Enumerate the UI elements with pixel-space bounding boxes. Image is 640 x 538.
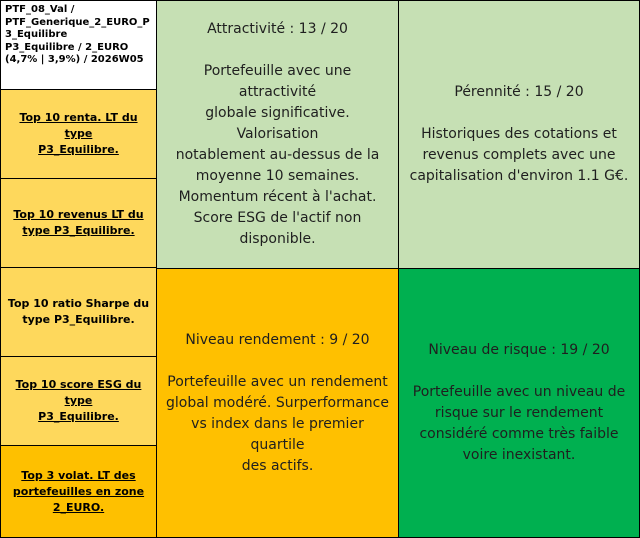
sidebar-item-top10-renta[interactable] [0, 89, 157, 179]
quadrant-title: Niveau rendement : 9 / 20 [185, 331, 370, 348]
quadrant-risque [398, 268, 640, 538]
sidebar-item-label: Top 10 revenus LT du type P3_Equilibre. [13, 208, 144, 237]
quadrant-description: Portefeuille avec une attractivité globale significative. Valorisation notablement au-dessus de la moyenne 10 semaines. Momentum récent à l'achat. Score ESG de l'actif non disponible. [175, 63, 380, 247]
quadrant-title: Attractivité : 13 / 20 [207, 21, 348, 37]
quadrant-perennite [398, 0, 640, 269]
portfolio-header: PTF_08_Val / PTF_Generique_2_EURO_P 3_Equilibre P3_Equilibre / 2_EURO (4,7% | 3,9%) / 2026W05 [0, 0, 157, 90]
quadrant-description: Portefeuille avec un niveau de risque sur le rendement considéré comme très faible voire inexistant. [412, 384, 626, 463]
sidebar-item-label: Top 3 volat. LT des portefeuilles en zone 2_EURO. [12, 468, 145, 514]
sidebar-item-label: Top 10 score ESG du type P3_Equilibre. [15, 378, 142, 423]
sidebar-item-top10-sharpe [0, 267, 157, 357]
sidebar-item-top10-revenus[interactable] [0, 178, 157, 268]
quadrant-description: Portefeuille avec un rendement global modéré. Surperformance vs index dans le premier quartile des actifs. [166, 373, 389, 474]
quadrant-title: Pérennité : 15 / 20 [454, 84, 584, 100]
sidebar-item-label: Top 10 renta. LT du type P3_Equilibre. [19, 111, 138, 156]
quadrant-title: Niveau de risque : 19 / 20 [428, 342, 610, 358]
quadrant-rendement [156, 268, 399, 538]
quadrant-description: Historiques des cotations et revenus complets avec une capitalisation d'environ 1.1 G€. [409, 126, 629, 184]
sidebar-item-top10-esg[interactable] [0, 356, 157, 446]
sidebar-item-label: Top 10 ratio Sharpe du type P3_Equilibre. [7, 297, 150, 326]
quadrant-attractivite [156, 0, 399, 269]
sidebar-item-top3-volat[interactable] [0, 445, 157, 538]
